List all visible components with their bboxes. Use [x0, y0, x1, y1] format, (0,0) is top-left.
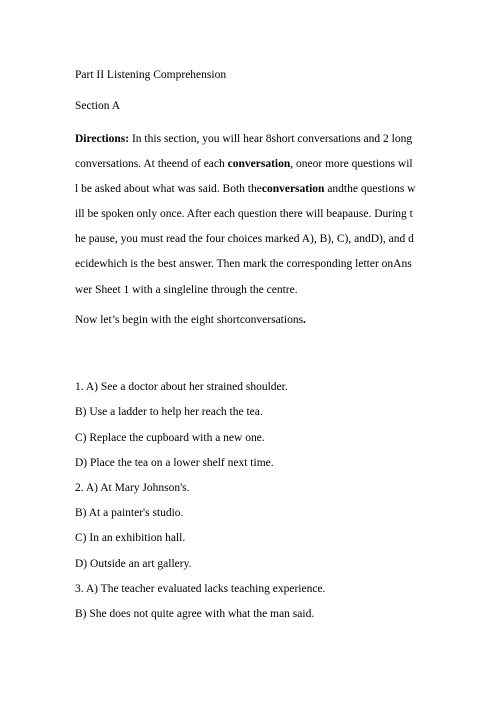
directions-line: ill be spoken only once. After each question there will beapause. During t: [75, 208, 413, 220]
question-choice: 2. A) At Mary Johnson's.: [75, 482, 190, 494]
directions-line: [75, 132, 421, 146]
directions-line: wer Sheet 1 with a singleline through the centre.: [75, 284, 298, 296]
question-choice: B) At a painter's studio.: [75, 507, 184, 519]
question-choice: 1. A) See a doctor about her strained shoulder.: [75, 381, 288, 393]
question-choice: C) Replace the cupboard with a new one.: [75, 432, 265, 444]
question-choice: D) Outside an art gallery.: [75, 558, 192, 570]
directions-line: he pause, you must read the four choices marked A), B), C), andD), and d: [75, 233, 414, 245]
directions-line: l be asked about what was said. Both theconversation andthe questions w: [75, 183, 416, 195]
directions-line-text: In this section, you will hear 8short conversations and 2 long: [129, 133, 413, 145]
directions-line: conversations. At theend of each conversation, oneor more questions wil: [75, 158, 413, 170]
intro-line: Now let’s begin with the eight shortconversations.: [75, 314, 306, 326]
part-title: Part II Listening Comprehension: [75, 69, 227, 81]
question-choice: D) Place the tea on a lower shelf next time.: [75, 457, 274, 469]
question-choice: B) Use a ladder to help her reach the tea.: [75, 406, 263, 418]
question-choice: B) She does not quite agree with what the man said.: [75, 608, 315, 620]
section-title: Section A: [75, 100, 121, 112]
directions-line: ecidewhich is the best answer. Then mark the corresponding letter onAns: [75, 258, 412, 270]
question-choice: C) In an exhibition hall.: [75, 532, 186, 544]
directions-label: Directions:: [75, 133, 130, 145]
question-choice: 3. A) The teacher evaluated lacks teaching experience.: [75, 583, 326, 595]
